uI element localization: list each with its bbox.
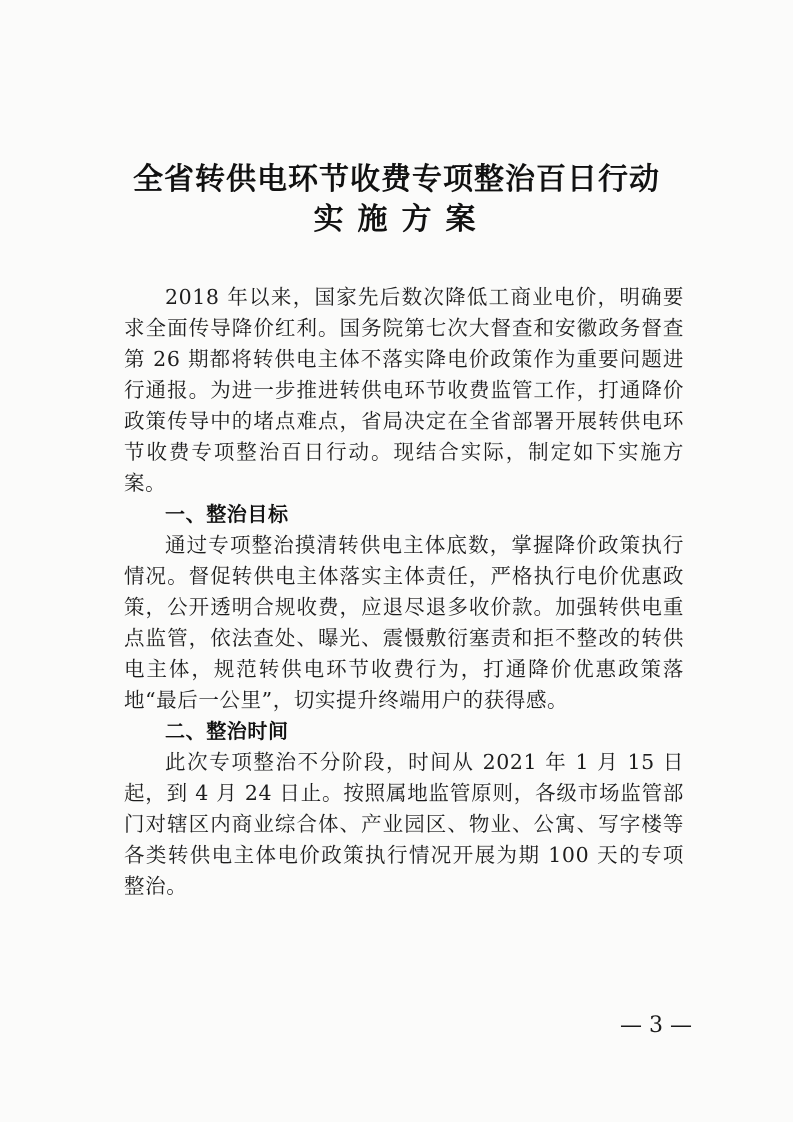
- intro-paragraph: 2018 年以来，国家先后数次降低工商业电价，明确要求全面传导降价红利。国务院第七次大督查和安徽政务督查第 26 期都将转供电主体不落实降电价政策作为重要问题进行通报。为进一步推进转供电环节收费监管工作，打通降价政策传导中的堵点难点，省局决定在全省部署开展转供电环节收费专项整治百日行动。现结合实际，制定如下实施方案。: [124, 285, 684, 495]
- section2-paragraph: 此次专项整治不分阶段，时间从 2021 年 1 月 15 日起，到 4 月 24 日止。按照属地监管原则，各级市场监管部门对辖区内商业综合体、产业园区、物业、公寓、写字楼等各类转供电主体电价政策执行情况开展为期 100 天的专项整治。: [124, 750, 684, 898]
- section1-paragraph: 通过专项整治摸清转供电主体底数，掌握降价政策执行情况。督促转供电主体落实主体责任，严格执行电价优惠政策，公开透明合规收费，应退尽退多收价款。加强转供电重点监管，依法查处、曝光、震慑敷衍塞责和拒不整改的转供电主体，规范转供电环节收费行为，打通降价优惠政策落地“最后一公里”，切实提升终端用户的获得感。: [124, 533, 684, 712]
- document-body: [124, 282, 684, 902]
- document-title-line1: 全省转供电环节收费专项整治百日行动: [133, 162, 660, 197]
- document-title-line2: 实施方案: [313, 202, 490, 237]
- section1-heading: 一、整治目标: [165, 502, 289, 526]
- page-number: — 3 —: [620, 1013, 692, 1038]
- section2-heading: 二、整治时间: [165, 719, 289, 743]
